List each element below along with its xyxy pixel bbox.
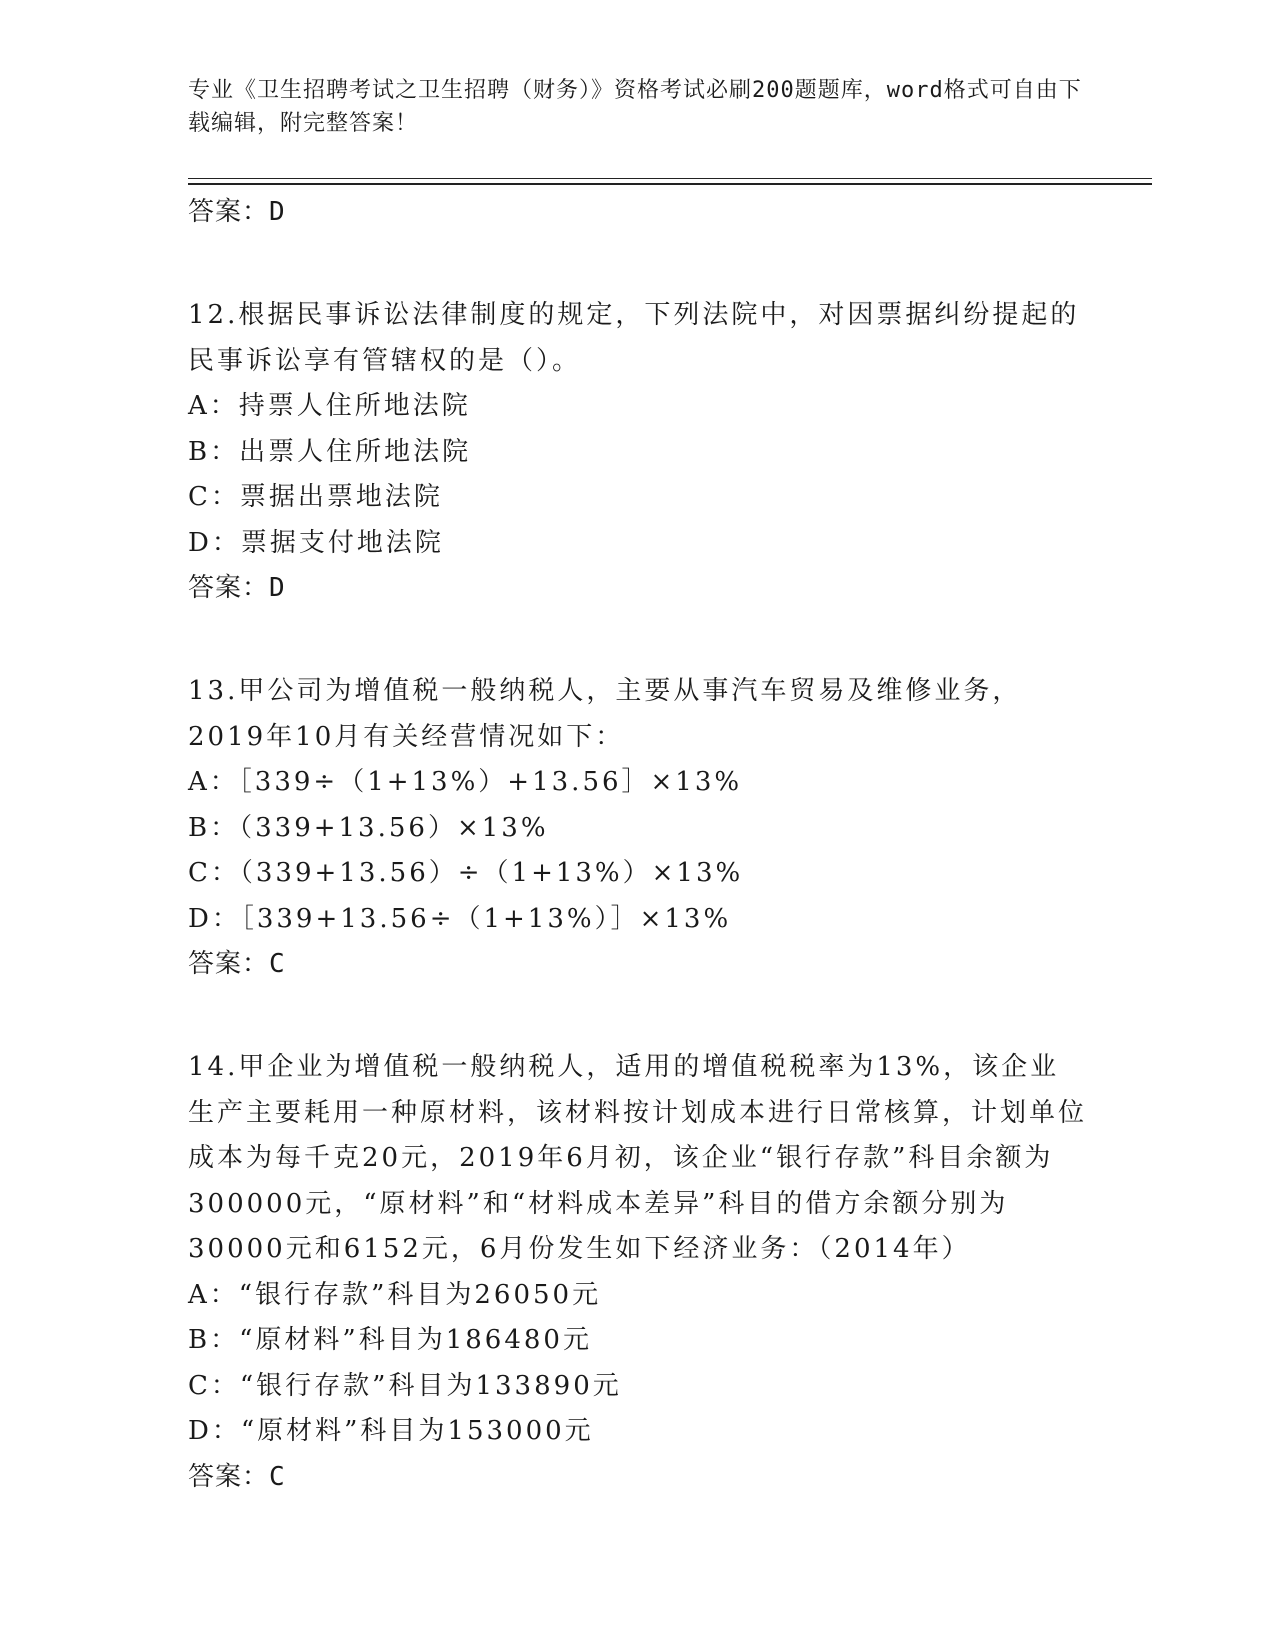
question-text: 14.甲企业为增值税一般纳税人，适用的增值税税率为13%，该企业生产主要耗用一种原材料，该材料按计划成本进行日常核算，计划单位成本为每千克20元，2019年6月初，该企业“银行存款”科目余额为300000元，“原材料”和“材料成本差异”科目的借方余额分别为30000元和6152元，6月份发生如下经济业务：（2014年） bbox=[188, 1052, 1088, 1264]
question-list bbox=[188, 190, 1088, 1499]
option-c: C：票据出票地法院 bbox=[188, 482, 443, 512]
answer: 答案：D bbox=[188, 573, 286, 603]
option-d: D：票据支付地法院 bbox=[188, 527, 444, 558]
option-a: A：“银行存款”科目为26050元 bbox=[188, 1279, 602, 1310]
answer: 答案：C bbox=[188, 1461, 286, 1492]
option-b: B：“原材料”科目为186480元 bbox=[188, 1325, 592, 1355]
option-a: A：［339÷（1+13%）+13.56］×13% bbox=[188, 767, 743, 797]
option-a: A：持票人住所地法院 bbox=[188, 391, 471, 421]
option-b: B：（339+13.56）×13% bbox=[188, 812, 549, 843]
question-text: 12.根据民事诉讼法律制度的规定，下列法院中，对因票据纠纷提起的民事诉讼享有管辖权的是（）。 bbox=[188, 300, 1080, 376]
option-d: D：［339+13.56÷（1+13%）］×13% bbox=[188, 903, 732, 934]
option-b: B：出票人住所地法院 bbox=[188, 436, 472, 467]
option-d: D：“原材料”科目为153000元 bbox=[188, 1416, 594, 1446]
option-c: C：（339+13.56）÷（1+13%）×13% bbox=[188, 858, 744, 888]
question-text: 13.甲公司为增值税一般纳税人，主要从事汽车贸易及维修业务，2019年10月有关经营情况如下： bbox=[188, 676, 1022, 752]
option-c: C：“银行存款”科目为133890元 bbox=[188, 1370, 622, 1401]
header-divider-thick bbox=[188, 183, 1152, 185]
question-14 bbox=[188, 1045, 1088, 1499]
header-divider-thin bbox=[188, 178, 1152, 179]
document-header: 专业《卫生招聘考试之卫生招聘（财务）》资格考试必刷200题题库，word格式可自由下载编辑，附完整答案！ bbox=[188, 78, 1082, 136]
question-13 bbox=[188, 669, 1088, 986]
question-12 bbox=[188, 293, 1088, 610]
previous-question-answer: 答案：D bbox=[188, 197, 286, 227]
answer: 答案：C bbox=[188, 949, 286, 979]
